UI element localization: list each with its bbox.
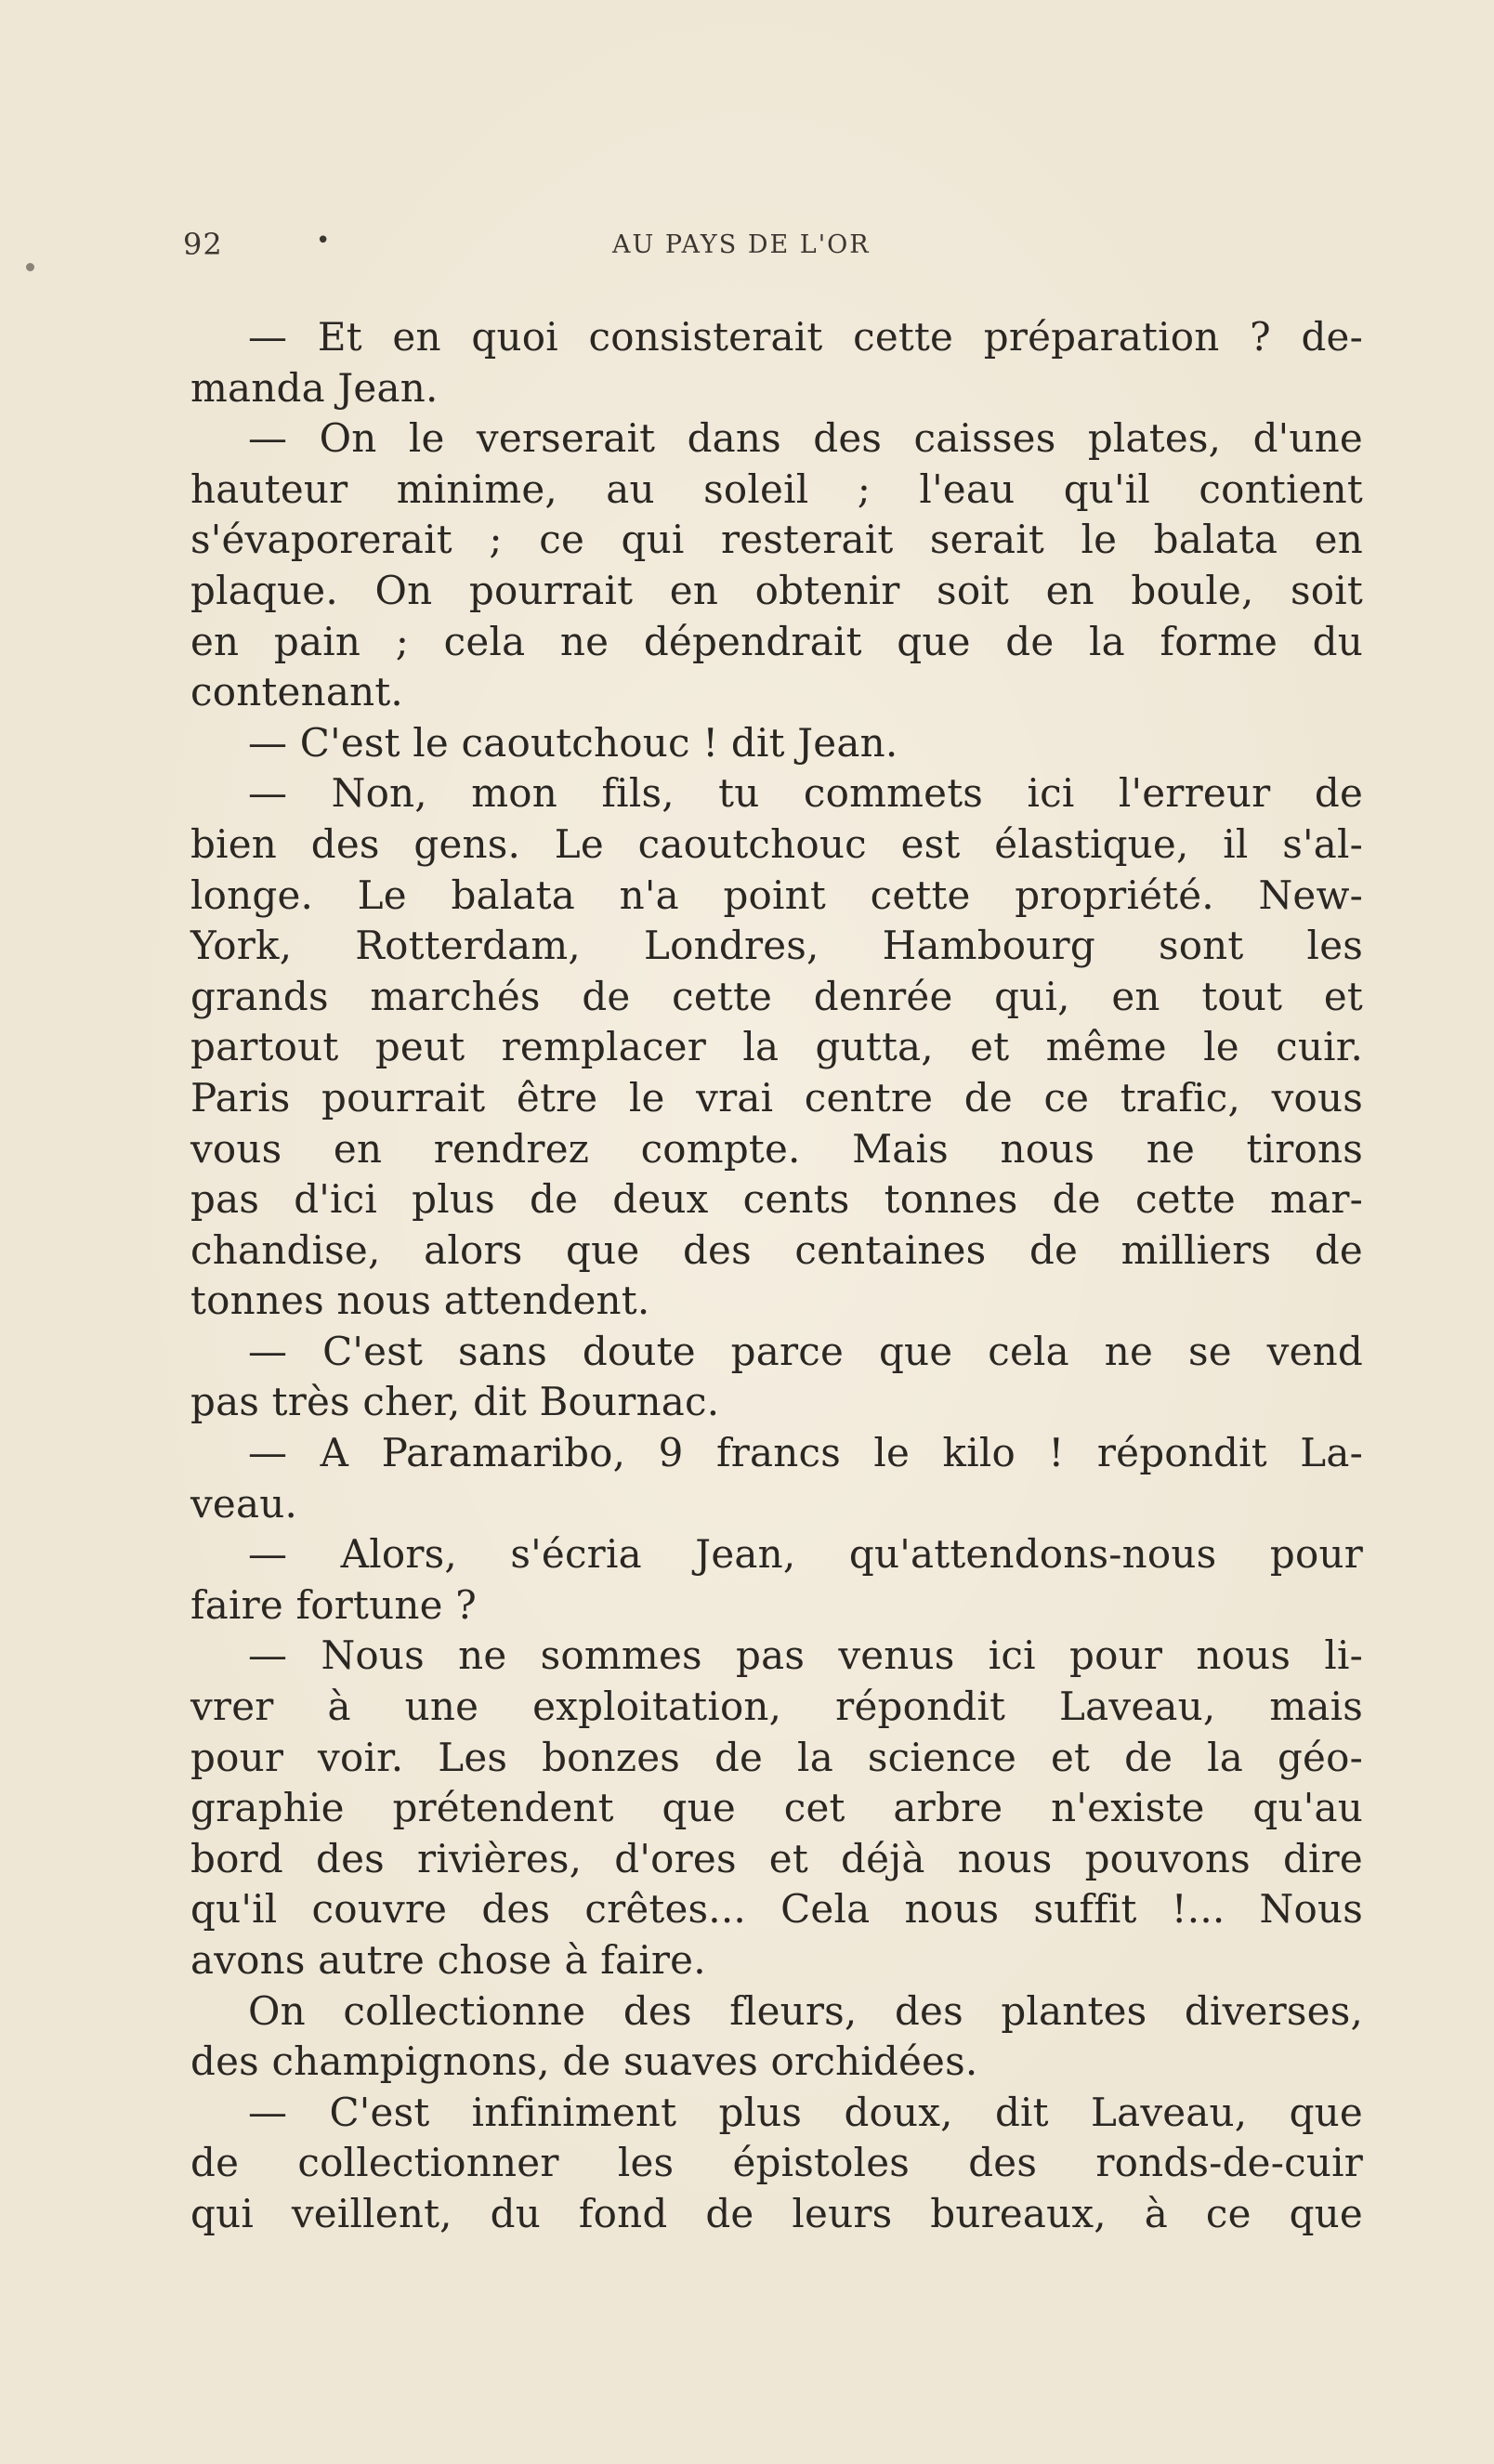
text-line: bord des rivières, d'ores et déjà nous pouvons dire bbox=[190, 1835, 1363, 1881]
text-line: qu'il couvre des crêtes... Cela nous suffit !... Nous bbox=[190, 1886, 1363, 1933]
text-line: en pain ; cela ne dépendrait que de la forme du bbox=[190, 618, 1363, 664]
text-line: pas d'ici plus de deux cents tonnes de cette mar- bbox=[190, 1176, 1363, 1223]
text-line: longe. Le balata n'a point cette propriété. New- bbox=[190, 872, 1363, 918]
header-bullet: • bbox=[316, 227, 331, 255]
text-line: veau. bbox=[190, 1480, 298, 1527]
body-text bbox=[190, 312, 1363, 2240]
text-line: On collectionne des fleurs, des plantes diverses, bbox=[248, 1987, 1363, 2034]
page-header bbox=[183, 227, 1363, 264]
text-line: avons autre chose à faire. bbox=[190, 1937, 706, 1983]
text-line: s'évaporerait ; ce qui resterait serait le balata en bbox=[190, 517, 1363, 563]
text-line: York, Rotterdam, Londres, Hambourg sont les bbox=[190, 923, 1363, 969]
text-line: — Alors, s'écria Jean, qu'attendons-nous pour bbox=[248, 1531, 1363, 1578]
text-line: — Et en quoi consisterait cette préparation ? de- bbox=[248, 314, 1363, 360]
text-line: — A Paramaribo, 9 francs le kilo ! répondit La- bbox=[248, 1430, 1363, 1476]
margin-dot bbox=[26, 263, 34, 271]
text-line: de collectionner les épistoles des ronds-de-cuir bbox=[190, 2140, 1363, 2186]
text-line: contenant. bbox=[190, 669, 403, 715]
text-line: vous en rendrez compte. Mais nous ne tirons bbox=[190, 1125, 1363, 1172]
text-line: plaque. On pourrait en obtenir soit en boule, soit bbox=[190, 567, 1363, 613]
text-line: bien des gens. Le caoutchouc est élastique, il s'al- bbox=[190, 820, 1363, 867]
text-line: — C'est sans doute parce que cela ne se vend bbox=[248, 1328, 1363, 1374]
text-line: qui veillent, du fond de leurs bureaux, à ce que bbox=[190, 2190, 1363, 2236]
running-title: AU PAYS DE L'OR bbox=[612, 230, 871, 259]
text-line: vrer à une exploitation, répondit Laveau, mais bbox=[190, 1684, 1363, 1730]
text-line: partout peut remplacer la gutta, et même le cuir. bbox=[190, 1024, 1363, 1070]
text-line: des champignons, de suaves orchidées. bbox=[190, 2038, 978, 2085]
text-line: Paris pourrait être le vrai centre de ce trafic, vous bbox=[190, 1074, 1363, 1121]
text-line: — On le verserait dans des caisses plates, d'une bbox=[248, 415, 1363, 462]
text-line: — Nous ne sommes pas venus ici pour nous li- bbox=[248, 1632, 1363, 1679]
text-line: tonnes nous attendent. bbox=[190, 1278, 650, 1324]
text-line: — C'est infiniment plus doux, dit Laveau, que bbox=[248, 2089, 1363, 2135]
page-number: 92 bbox=[183, 227, 223, 262]
text-line: graphie prétendent que cet arbre n'existe qu'au bbox=[190, 1785, 1363, 1831]
text-line: hauteur minime, au soleil ; l'eau qu'il contient bbox=[190, 465, 1363, 512]
text-line: manda Jean. bbox=[190, 364, 439, 411]
text-line: pas très cher, dit Bournac. bbox=[190, 1379, 720, 1425]
text-line: grands marchés de cette denrée qui, en tout et bbox=[190, 973, 1363, 1019]
text-line: chandise, alors que des centaines de milliers de bbox=[190, 1226, 1363, 1273]
text-line: pour voir. Les bonzes de la science et de la géo- bbox=[190, 1734, 1363, 1780]
text-line: — Non, mon fils, tu commets ici l'erreur de bbox=[248, 770, 1363, 817]
text-line: — C'est le caoutchouc ! dit Jean. bbox=[248, 719, 898, 766]
text-line: faire fortune ? bbox=[190, 1581, 477, 1628]
